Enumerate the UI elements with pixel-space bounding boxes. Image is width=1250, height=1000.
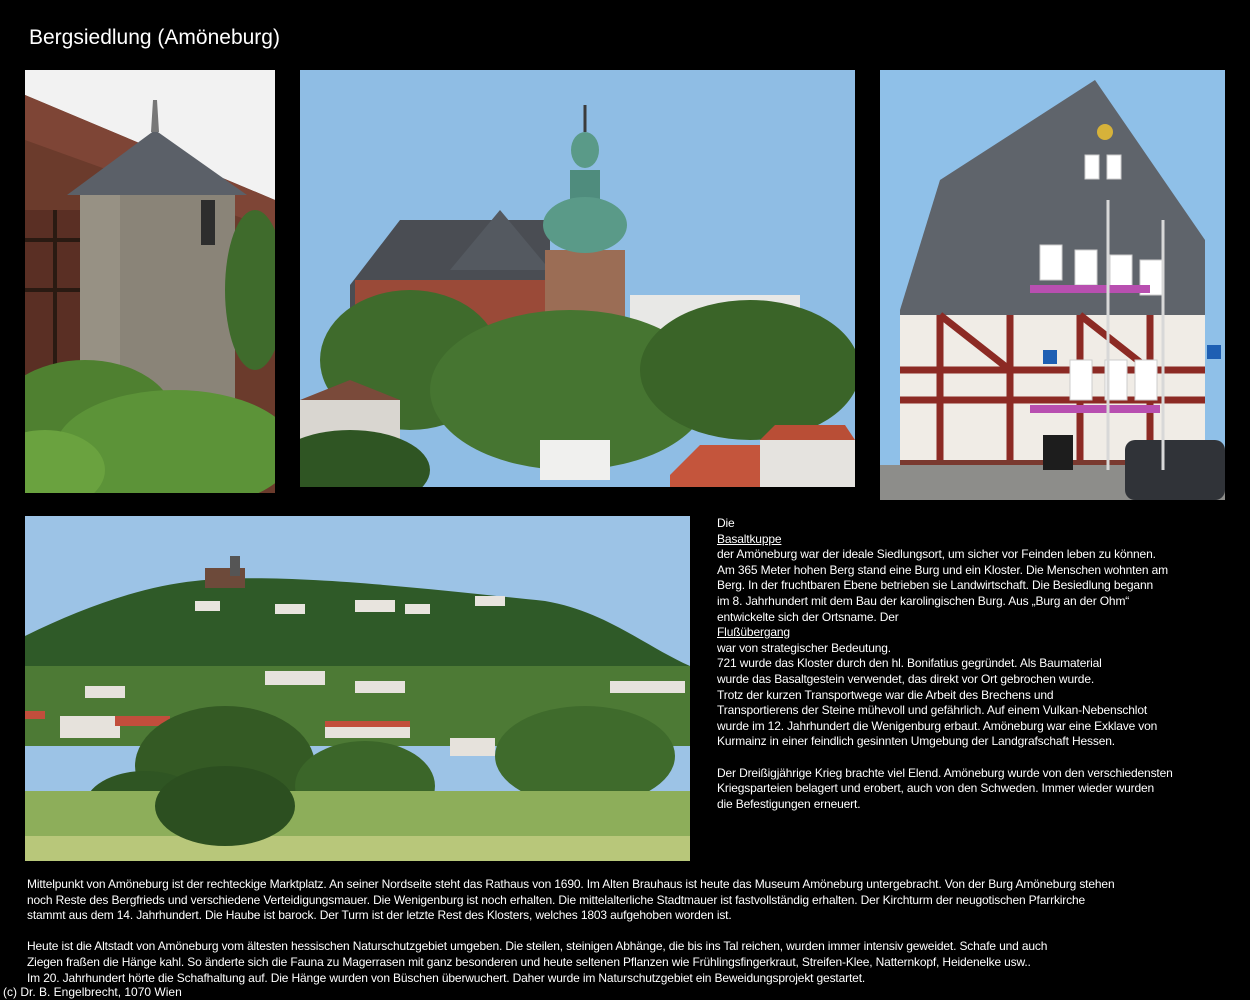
text-line: der Amöneburg war der ideale Siedlungsort, um sicher vor Feinden leben zu können.	[717, 547, 1156, 562]
text-line: entwickelte sich der Ortsname. Der	[717, 609, 899, 624]
text-line: Im 20. Jahrhundert hörte die Schafhaltung auf. Die Hänge wurden von Büschen überwuchert. Daher wurde im Naturschutzgebiet ein Beweidungsprojekt gestartet.	[27, 970, 866, 985]
text-line: Transportierens der Steine mühevoll und gefährlich. Auf einem Vulkan-Nebenschlot	[717, 703, 1148, 718]
text-line: Kriegsparteien belagert und erobert, auch von den Schweden. Immer wieder wurden	[717, 781, 1155, 796]
text-line: stammt aus dem 14. Jahrhundert. Die Haube ist barock. Der Turm ist der letzte Rest des Klosters, welches 1803 aufgehoben worden ist.	[27, 908, 732, 923]
text-line: Die	[717, 516, 735, 530]
page-title: Bergsiedlung (Amöneburg)	[29, 26, 280, 49]
church-photo	[300, 70, 855, 487]
text-line: wurde das Basaltgestein verwendet, das direkt vor Ort gebrochen wurde.	[717, 671, 1095, 686]
text-line: Kurmainz in einer feindlich gesinnten Umgebung der Landgrafschaft Hessen.	[717, 734, 1115, 749]
text-line: wurde im 12. Jahrhundert die Wenigenburg erbaut. Amöneburg war eine Exklave von	[717, 718, 1158, 733]
text-line: Trotz der kurzen Transportwege war die Arbeit des Brechens und	[717, 687, 1054, 702]
text-line: Berg. In der fruchtbaren Ebene betrieben sie Landwirtschaft. Die Besiedlung begann	[717, 578, 1153, 593]
text-line: Mittelpunkt von Amöneburg ist der rechteckige Marktplatz. An seiner Nordseite steht das Rathaus von 1690. Im Alten Brauhaus ist heute das Museum Amöneburg untergebracht. Von der Burg Amöneburg stehen	[27, 877, 1115, 891]
description-text	[717, 516, 1207, 812]
townhall-photo	[880, 70, 1225, 500]
text-line: 721 wurde das Kloster durch den hl. Bonifatius gegründet. Als Baumaterial	[717, 656, 1102, 671]
text-line: Ziegen fraßen die Hänge kahl. So änderte sich die Fauna zu Magerrasen mit ganz besonderen und heute seltenen Pflanzen wie Frühlingsfingerkraut, Streifen-Klee, Natternkopf, Heidenelke usw..	[27, 954, 1031, 969]
panorama-photo	[25, 516, 690, 861]
paragraph-gap	[27, 924, 1227, 940]
bottom-paragraphs	[27, 877, 1227, 986]
copyright-notice: (c) Dr. B. Engelbrecht, 1070 Wien	[3, 985, 182, 999]
text-line: Am 365 Meter hohen Berg stand eine Burg und ein Kloster. Die Menschen wohnten am	[717, 562, 1168, 577]
text-line: Der Dreißigjährige Krieg brachte viel Elend. Amöneburg wurde von den verschiedensten	[717, 765, 1173, 780]
paragraph-gap	[717, 750, 1207, 766]
basaltkuppe-link[interactable]: Basaltkuppe	[717, 531, 782, 546]
text-line: war von strategischer Bedeutung.	[717, 640, 891, 655]
flussuebergang-link[interactable]: Flußübergang	[717, 625, 790, 640]
text-line: noch Reste des Bergfrieds und verschiedene Verteidigungsmauer. Die Wenigenburg ist noch erhalten. Die mittelalterliche Stadtmauer ist fastvollständig erhalten. Der Kirchturm der neugotischen Pfarrkirche	[27, 892, 1086, 907]
text-line: Heute ist die Altstadt von Amöneburg vom ältesten hessischen Naturschutzgebiet umgeben. Die steilen, steinigen Abhänge, die bis ins Tal reichen, wurden immer intensiv geweidet. Schafe und auch	[27, 939, 1048, 954]
text-line: im 8. Jahrhundert mit dem Bau der karolingischen Burg. Aus „Burg an der Ohm“	[717, 593, 1130, 608]
text-line: die Befestigungen erneuert.	[717, 796, 861, 811]
tower-photo	[25, 70, 275, 493]
